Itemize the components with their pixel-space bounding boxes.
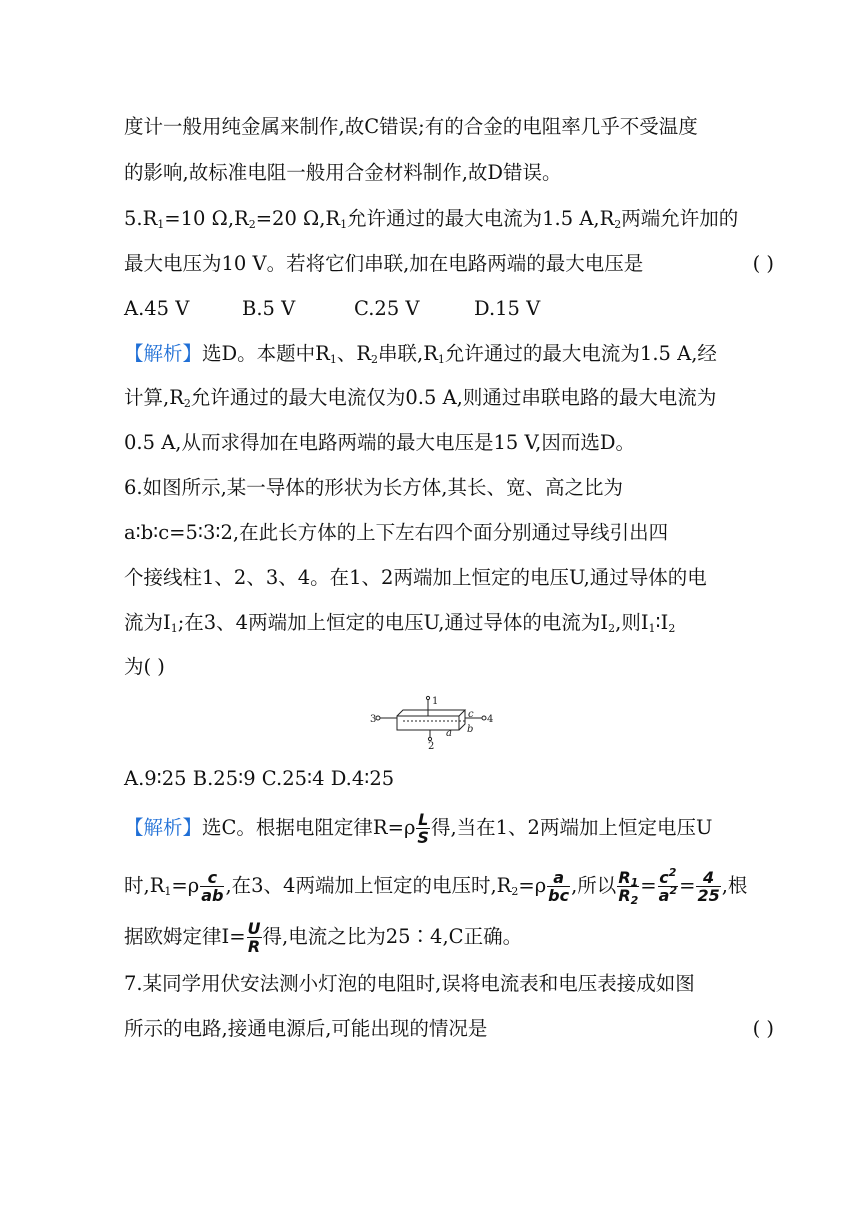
fraction-u-over-r: $\frac{U}{R}$ <box>247 919 261 956</box>
question-6-options: A.9∶25 B.25∶9 C.25∶4 D.4∶25 <box>124 767 395 790</box>
dim-label-b: b <box>467 724 474 735</box>
option-a: A.45 V <box>124 297 190 320</box>
terminal-label-2: 2 <box>428 741 435 750</box>
box-top-face <box>397 710 465 716</box>
question-5-line-1: $5.R_1=10$ $\Omega,R_2=20$ $\Omega,R_1$允许通过的最大电流为1.5 $A,R_2$两端允许加的 <box>124 207 739 231</box>
fraction-c-over-ab: $\frac{c}{ab}$ <box>201 868 224 905</box>
analysis-5-line-1: 【解析】选D。本题中$R_1$、$R_2$串联$,R_1$允许通过的最大电流为1.5 A,经 <box>124 342 717 366</box>
option-c: C.25 V <box>354 297 420 320</box>
conductor-figure <box>370 694 500 750</box>
question-6-line-4: 流为$I_1$;在3、4两端加上恒定的电压U,通过导体的电流为$I_2$,则$I_1∶I_2$ <box>124 611 676 635</box>
question-6-line-1: 6.如图所示,某一导体的形状为长方体,其长、宽、高之比为 <box>124 476 624 499</box>
fraction-l-over-s: $\frac{L}{S}$ <box>417 810 429 847</box>
terminal-3 <box>376 716 380 720</box>
analysis-5-line-3: 0.5 A,从而求得加在电路两端的最大电压是15 V,因而选D。 <box>124 431 636 454</box>
fraction-4-over-25: $\frac{4}{25}$ <box>697 868 720 905</box>
terminal-4 <box>482 716 486 720</box>
option-d: D.15 V <box>474 297 541 320</box>
question-6-line-3: 个接线柱1、2、3、4。在1、2两端加上恒定的电压U,通过导体的电 <box>124 566 707 589</box>
terminal-1 <box>426 696 429 699</box>
dim-label-c: c <box>468 709 474 720</box>
analysis-tag: 【解析】 <box>124 342 203 365</box>
question-7-line-2: 所示的电路,接通电源后,可能出现的情况是 ( ) <box>124 1014 774 1044</box>
analysis-6-line-2: 时$,R_1=\rho$ $\frac{c}{ab}$ ,在3、4两端加上恒定的电压时$,R_2=\rho$ $\frac{a}{bc}$ ,所以 $\frac{R_1}{R_2}$ = $\frac{c^2}{a^2}$ = $\frac{4}{25}$ ,根 <box>124 866 748 907</box>
analysis-tag: 【解析】 <box>124 816 203 839</box>
option-b: B.5 V <box>242 297 296 320</box>
question-5-options <box>124 294 774 324</box>
answer-blank: ( ) <box>752 252 774 275</box>
fraction-r1-over-r2: $\frac{R_1}{R_2}$ <box>618 868 639 907</box>
analysis-6-line-1: 【解析】选C。根据电阻定律R=ρ $\frac{L}{S}$ 得,当在1、2两端加上恒定电压U <box>124 810 713 847</box>
analysis-6-line-3: 据欧姆定律I= $\frac{U}{R}$ 得,电流之比为25∶4,C正确。 <box>124 919 523 956</box>
question-7-line-1: 7.某同学用伏安法测小灯泡的电阻时,误将电流表和电压表接成如图 <box>124 972 695 995</box>
analysis-5-line-2: 计算$,R_2$允许通过的最大电流仅为0.5 A,则通过串联电路的最大电流为 <box>124 386 717 410</box>
question-6-line-2: a∶b∶c=5∶3∶2,在此长方体的上下左右四个面分别通过导线引出四 <box>124 521 669 544</box>
text-line: 度计一般用纯金属来制作,故C错误;有的合金的电阻率几乎不受温度 <box>124 115 698 138</box>
text-line: 的影响,故标准电阻一般用合金材料制作,故D错误。 <box>124 161 562 184</box>
terminal-label-4: 4 <box>487 714 494 725</box>
fraction-c2-over-a2: $\frac{c^2}{a^2}$ <box>658 866 678 905</box>
dim-label-a: a <box>446 728 452 739</box>
question-5-line-2: 最大电压为10 V。若将它们串联,加在电路两端的最大电压是 ( ) <box>124 249 774 279</box>
terminal-label-3: 3 <box>370 714 377 725</box>
question-6-line-5: 为( ) <box>124 655 165 678</box>
terminal-label-1: 1 <box>432 696 439 707</box>
answer-blank: ( ) <box>752 1017 774 1040</box>
fraction-a-over-bc: $\frac{a}{bc}$ <box>548 868 570 905</box>
